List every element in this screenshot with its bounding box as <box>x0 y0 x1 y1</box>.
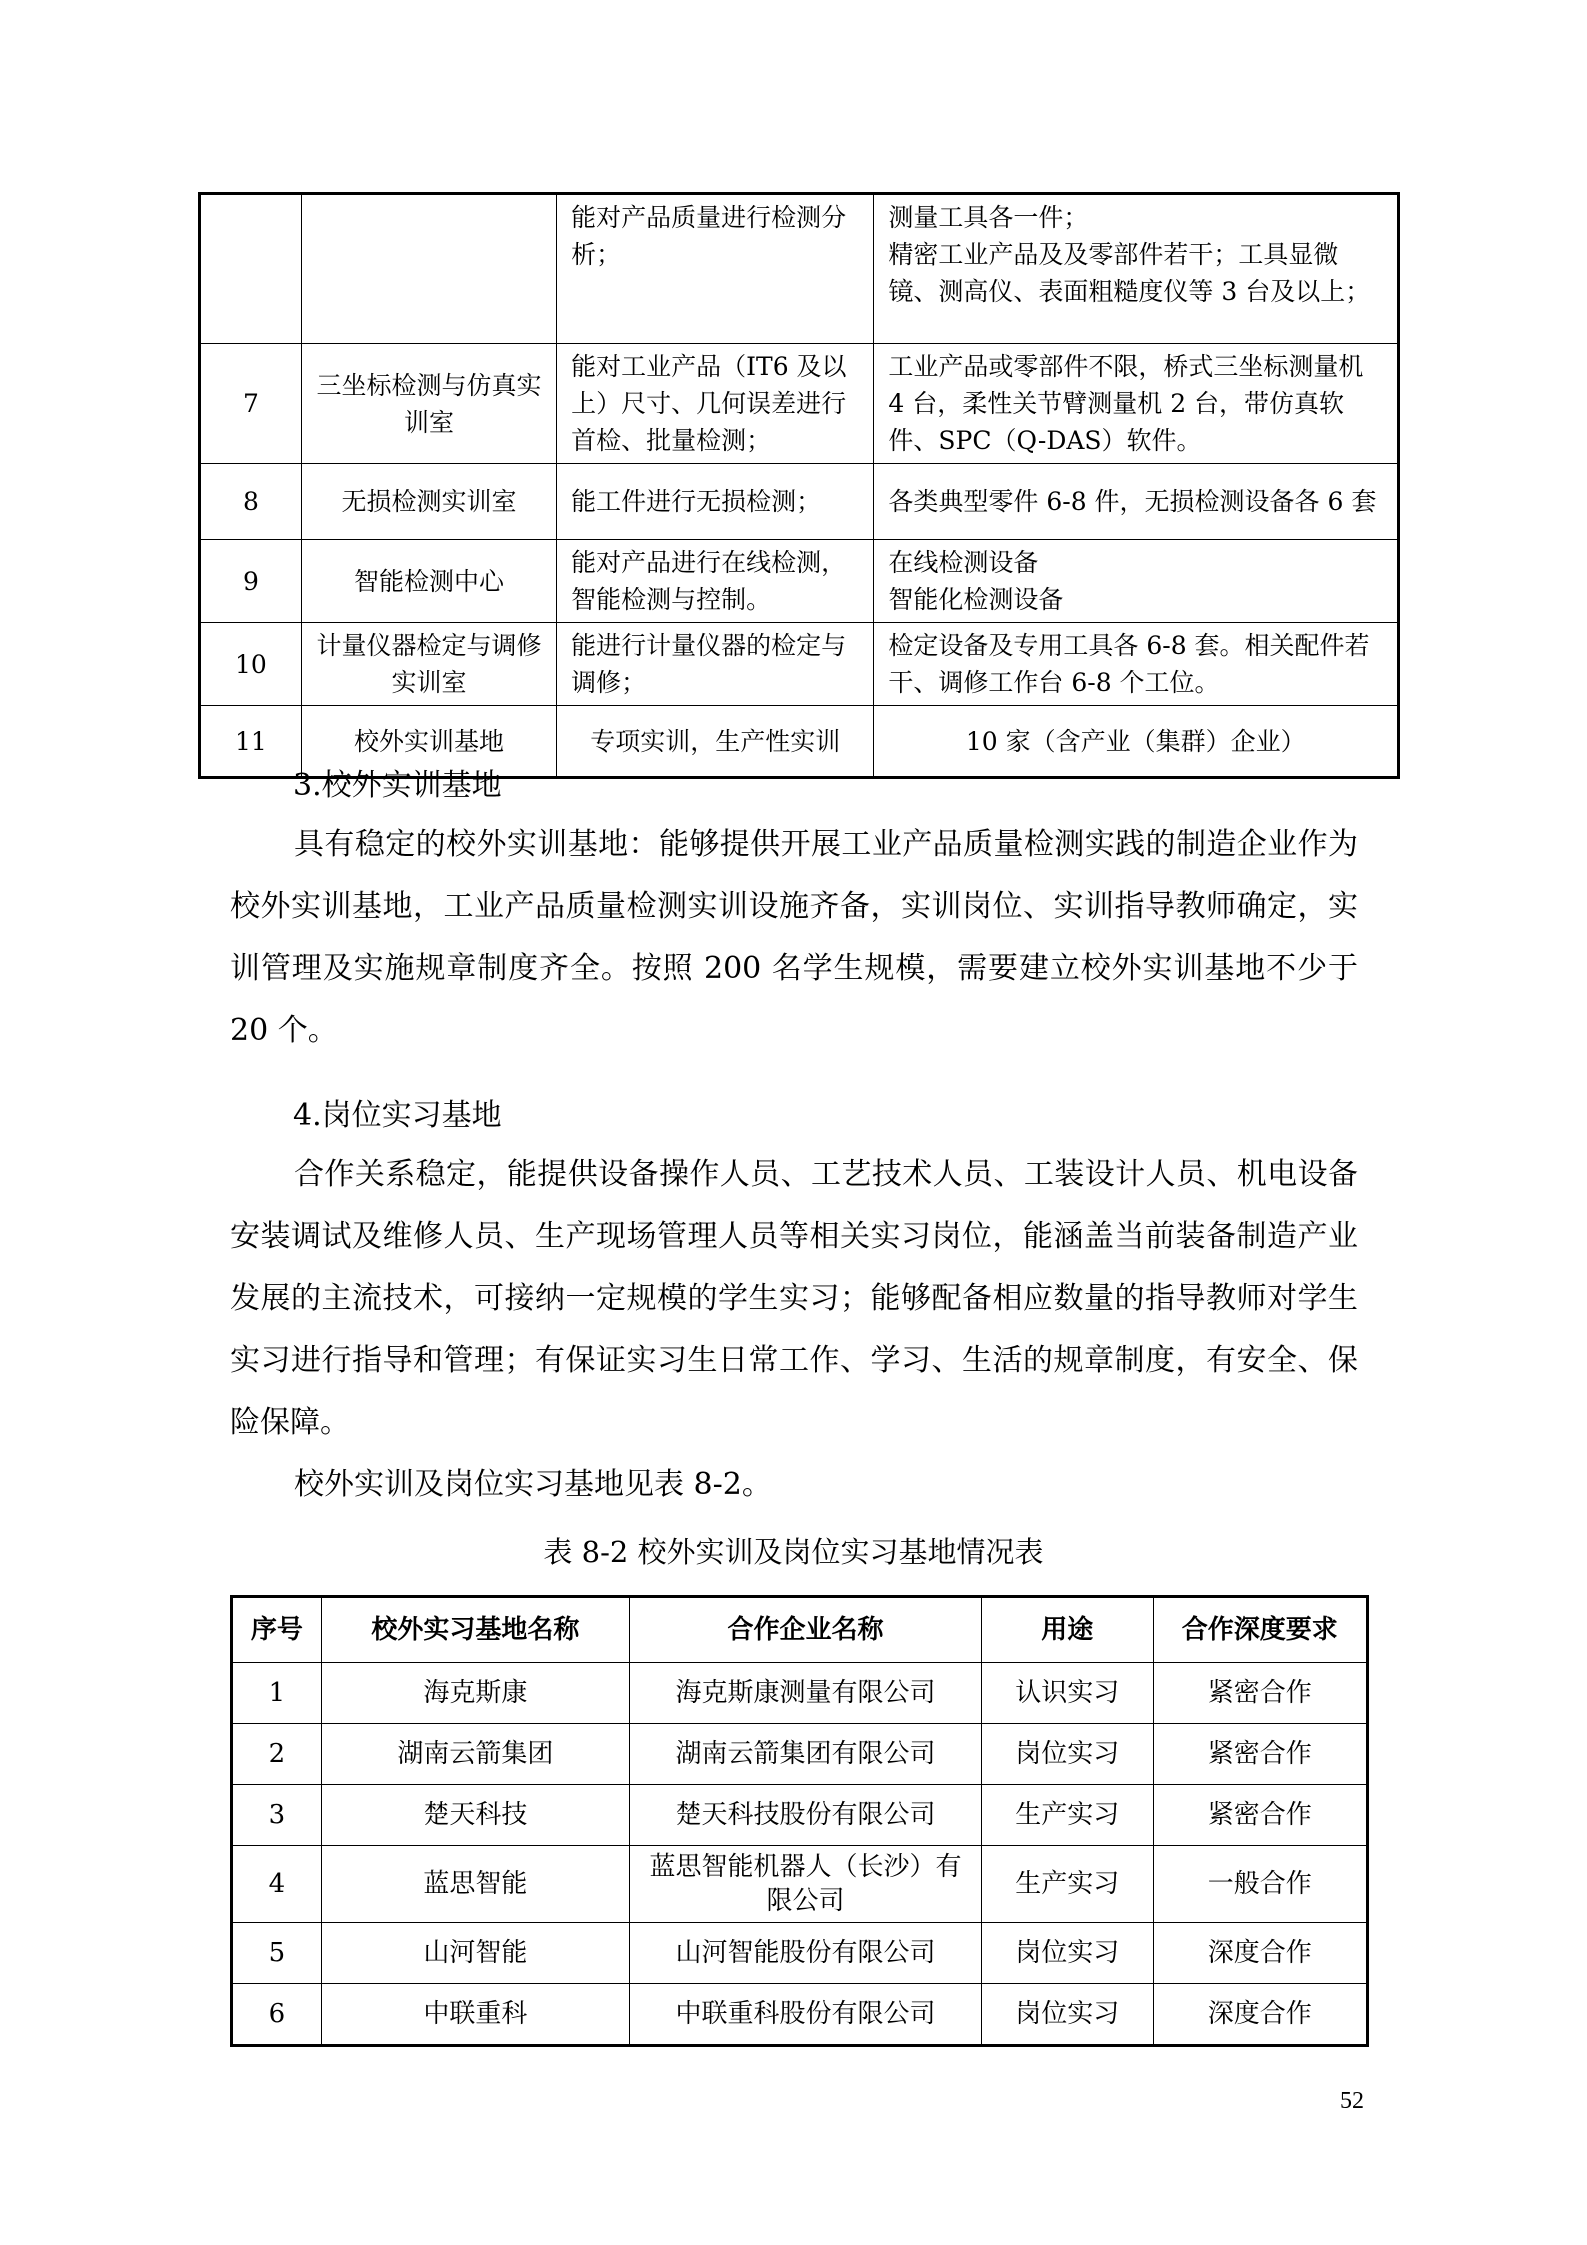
table-cell: 山河智能股份有限公司 <box>629 1923 981 1984</box>
table-cell: 紧密合作 <box>1153 1785 1367 1846</box>
training-room-table <box>198 192 1400 779</box>
room-function: 能对产品质量进行检测分析； <box>557 194 874 344</box>
table-cell: 深度合作 <box>1153 1923 1367 1984</box>
section4-heading: 4.岗位实习基地 <box>293 1098 502 1133</box>
table-row <box>232 1923 1368 1984</box>
table-cell: 一般合作 <box>1153 1846 1367 1923</box>
row-number: 11 <box>200 706 302 778</box>
table-cell: 生产实习 <box>981 1785 1153 1846</box>
room-equipment: 检定设备及专用工具各 6-8 套。相关配件若干、调修工作台 6-8 个工位。 <box>874 623 1399 706</box>
room-equipment: 在线检测设备 智能化检测设备 <box>874 540 1399 623</box>
room-name: 计量仪器检定与调修实训室 <box>301 623 556 706</box>
table-row <box>232 1663 1368 1724</box>
table-cell: 认识实习 <box>981 1663 1153 1724</box>
table-caption: 表 8-2 校外实训及岗位实习基地情况表 <box>543 1535 1044 1569</box>
page-number: 52 <box>1340 2088 1364 2114</box>
table-header-row <box>232 1597 1368 1663</box>
table-cell: 湖南云箭集团有限公司 <box>629 1724 981 1785</box>
table-cell: 海克斯康 <box>321 1663 629 1724</box>
room-function: 能工件进行无损检测； <box>557 464 874 540</box>
room-equipment: 测量工具各一件； 精密工业产品及及零部件若干；工具显微镜、测高仪、表面粗糙度仪等 3 台及以上； <box>874 194 1399 344</box>
table-row <box>200 540 1399 623</box>
room-function: 能对产品进行在线检测，智能检测与控制。 <box>557 540 874 623</box>
table-cell: 湖南云箭集团 <box>321 1724 629 1785</box>
room-name: 无损检测实训室 <box>301 464 556 540</box>
table-cell: 中联重科 <box>321 1984 629 2046</box>
room-equipment: 工业产品或零部件不限，桥式三坐标测量机 4 台，柔性关节臂测量机 2 台，带仿真软件、SPC（Q-DAS）软件。 <box>874 344 1399 464</box>
column-header: 序号 <box>232 1597 322 1663</box>
table-cell: 岗位实习 <box>981 1724 1153 1785</box>
room-function: 能进行计量仪器的检定与调修； <box>557 623 874 706</box>
table-row <box>232 1984 1368 2046</box>
table-row <box>200 464 1399 540</box>
column-header: 用途 <box>981 1597 1153 1663</box>
table-row <box>200 194 1399 344</box>
room-function: 专项实训，生产性实训 <box>557 706 874 778</box>
base-table <box>230 1595 1369 2047</box>
row-number: 10 <box>200 623 302 706</box>
section3-heading: 3.校外实训基地 <box>293 768 502 803</box>
table-cell: 紧密合作 <box>1153 1663 1367 1724</box>
room-equipment: 各类典型零件 6-8 件，无损检测设备各 6 套 <box>874 464 1399 540</box>
table-cell: 4 <box>232 1846 322 1923</box>
table-cell: 深度合作 <box>1153 1984 1367 2046</box>
table-cell: 蓝思智能 <box>321 1846 629 1923</box>
table-row <box>200 344 1399 464</box>
table-cell: 生产实习 <box>981 1846 1153 1923</box>
room-name: 智能检测中心 <box>301 540 556 623</box>
row-number: 9 <box>200 540 302 623</box>
column-header: 校外实习基地名称 <box>321 1597 629 1663</box>
table-cell: 5 <box>232 1923 322 1984</box>
table-cell: 山河智能 <box>321 1923 629 1984</box>
table-row <box>232 1724 1368 1785</box>
table-cell: 蓝思智能机器人（长沙）有限公司 <box>629 1846 981 1923</box>
column-header: 合作深度要求 <box>1153 1597 1367 1663</box>
table-cell: 岗位实习 <box>981 1923 1153 1984</box>
table-cell: 2 <box>232 1724 322 1785</box>
room-equipment: 10 家（含产业（集群）企业） <box>874 706 1399 778</box>
room-function: 能对工业产品（IT6 及以上）尺寸、几何误差进行首检、批量检测； <box>557 344 874 464</box>
table-cell: 紧密合作 <box>1153 1724 1367 1785</box>
section3-paragraph <box>230 814 1358 1062</box>
row-number: 8 <box>200 464 302 540</box>
table-cell: 3 <box>232 1785 322 1846</box>
section3-text: 具有稳定的校外实训基地：能够提供开展工业产品质量检测实践的制造企业作为校外实训基地，工业产品质量检测实训设施齐备，实训岗位、实训指导教师确定，实训管理及实施规章制度齐全。按照 200 名学生规模，需要建立校外实训基地不少于 20 个。 <box>230 827 1358 1048</box>
table-cell: 海克斯康测量有限公司 <box>629 1663 981 1724</box>
room-name: 校外实训基地 <box>301 706 556 778</box>
section4-ref: 校外实训及岗位实习基地见表 8-2。 <box>294 1467 772 1502</box>
table-row <box>232 1785 1368 1846</box>
table-cell: 楚天科技股份有限公司 <box>629 1785 981 1846</box>
room-name: 三坐标检测与仿真实训室 <box>301 344 556 464</box>
section4-text: 合作关系稳定，能提供设备操作人员、工艺技术人员、工装设计人员、机电设备安装调试及维修人员、生产现场管理人员等相关实习岗位，能涵盖当前装备制造产业发展的主流技术，可接纳一定规模的学生实习；能够配备相应数量的指导教师对学生实习进行指导和管理；有保证实习生日常工作、学习、生活的规章制度，有安全、保险保障。 <box>230 1157 1358 1440</box>
table-cell: 中联重科股份有限公司 <box>629 1984 981 2046</box>
section4-paragraph <box>230 1144 1358 1516</box>
row-number: 7 <box>200 344 302 464</box>
room-name <box>301 194 556 344</box>
table-row <box>200 623 1399 706</box>
table-cell: 岗位实习 <box>981 1984 1153 2046</box>
table-cell: 6 <box>232 1984 322 2046</box>
row-number <box>200 194 302 344</box>
column-header: 合作企业名称 <box>629 1597 981 1663</box>
table-row <box>232 1846 1368 1923</box>
table-cell: 1 <box>232 1663 322 1724</box>
table-cell: 楚天科技 <box>321 1785 629 1846</box>
